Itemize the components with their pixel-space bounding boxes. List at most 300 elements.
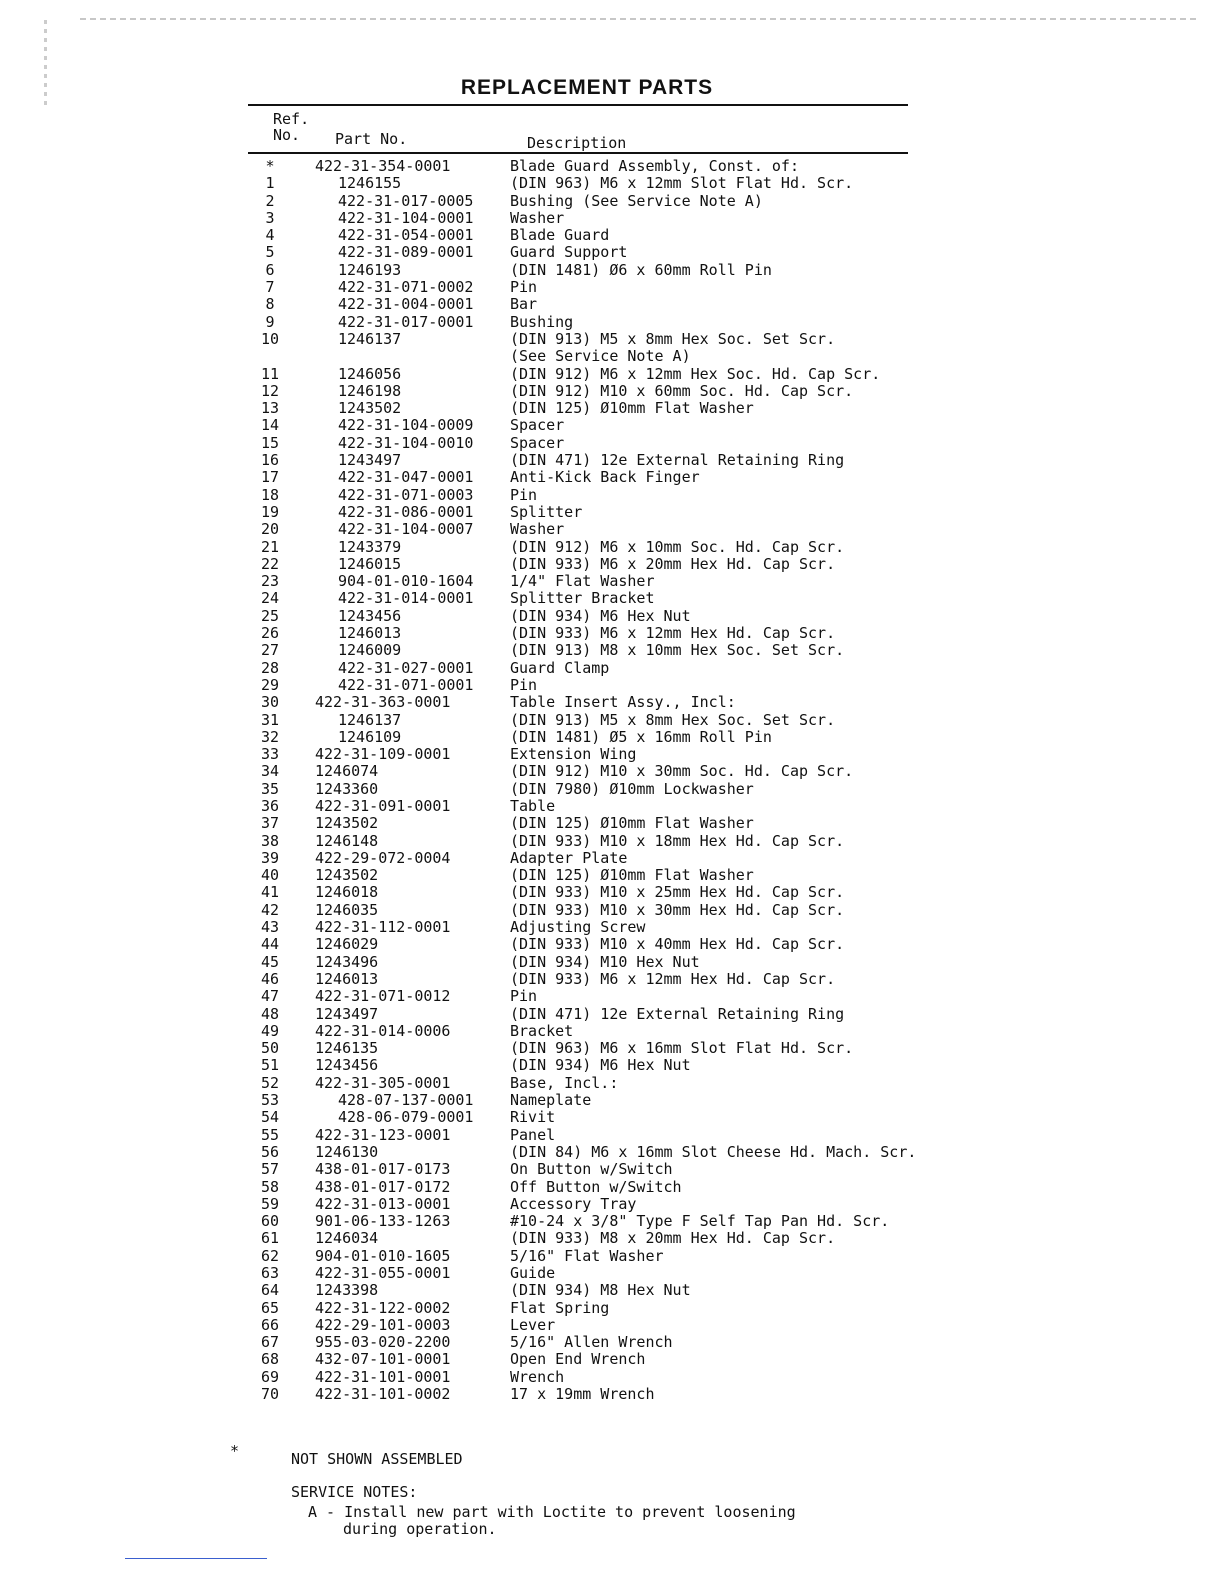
part-description: (DIN 934) M10 Hex Nut xyxy=(510,952,700,971)
parts-row xyxy=(0,469,1224,486)
ref-number: 19 xyxy=(260,502,280,521)
ref-number: 54 xyxy=(260,1108,280,1127)
parts-row xyxy=(0,279,1224,296)
header-part-no: Part No. xyxy=(335,130,408,148)
ref-number: 24 xyxy=(260,589,280,608)
header-top-rule xyxy=(248,104,908,106)
parts-row xyxy=(0,694,1224,711)
parts-row xyxy=(0,867,1224,884)
part-number: 432-07-101-0001 xyxy=(315,1350,451,1369)
part-number: 1243502 xyxy=(338,399,402,418)
part-description: Washer xyxy=(510,520,565,539)
ref-number: 3 xyxy=(265,208,275,227)
part-description: 5/16" Allen Wrench xyxy=(510,1333,673,1352)
parts-row xyxy=(0,1023,1224,1040)
part-description: On Button w/Switch xyxy=(510,1160,673,1179)
ref-number: 61 xyxy=(260,1229,280,1248)
parts-row xyxy=(0,1161,1224,1178)
part-number: 422-31-123-0001 xyxy=(315,1125,451,1144)
parts-row xyxy=(0,1092,1224,1109)
parts-row xyxy=(0,383,1224,400)
part-number: 1246148 xyxy=(315,831,379,850)
part-number: 1243398 xyxy=(315,1281,379,1300)
part-number: 1243456 xyxy=(338,606,402,625)
parts-row xyxy=(0,487,1224,504)
part-description: (DIN 913) M5 x 8mm Hex Soc. Set Scr. xyxy=(510,329,836,348)
part-description: Nameplate xyxy=(510,1091,592,1110)
part-number: 1243502 xyxy=(315,814,379,833)
parts-row xyxy=(0,746,1224,763)
part-number: 422-31-122-0002 xyxy=(315,1298,451,1317)
ref-number: 21 xyxy=(260,537,280,556)
parts-row xyxy=(0,954,1224,971)
ref-number: 15 xyxy=(260,433,280,452)
part-description: (DIN 933) M10 x 25mm Hex Hd. Cap Scr. xyxy=(510,883,845,902)
part-description: Splitter Bracket xyxy=(510,589,655,608)
parts-row xyxy=(0,729,1224,746)
ref-number: 14 xyxy=(260,416,280,435)
part-description: Anti-Kick Back Finger xyxy=(510,468,700,487)
part-number: 1246198 xyxy=(338,381,402,400)
ref-number: 5 xyxy=(265,243,275,262)
parts-row xyxy=(0,642,1224,659)
ref-number: 56 xyxy=(260,1142,280,1161)
ref-number: 25 xyxy=(260,606,280,625)
part-description: Guard Support xyxy=(510,243,628,262)
part-description: (DIN 933) M6 x 20mm Hex Hd. Cap Scr. xyxy=(510,554,836,573)
part-description: Accessory Tray xyxy=(510,1194,637,1213)
parts-row xyxy=(0,556,1224,573)
part-number: 1246009 xyxy=(338,641,402,660)
part-description: Base, Incl.: xyxy=(510,1073,619,1092)
parts-row xyxy=(0,262,1224,279)
parts-row xyxy=(0,1334,1224,1351)
part-number: 422-31-354-0001 xyxy=(315,157,451,175)
header-description: Description xyxy=(527,134,627,152)
part-description: Wrench xyxy=(510,1367,565,1386)
scan-artifact-bottom xyxy=(125,1558,267,1559)
part-description: Washer xyxy=(510,208,565,227)
parts-row xyxy=(0,902,1224,919)
part-number: 422-29-072-0004 xyxy=(315,848,451,867)
ref-number: 49 xyxy=(260,1021,280,1040)
part-number: 422-31-071-0001 xyxy=(338,675,474,694)
part-number: 422-31-017-0001 xyxy=(338,312,474,331)
part-number: 422-31-017-0005 xyxy=(338,191,474,210)
part-description: (DIN 912) M6 x 10mm Soc. Hd. Cap Scr. xyxy=(510,537,845,556)
ref-number: 35 xyxy=(260,779,280,798)
parts-row xyxy=(0,296,1224,313)
part-description: 5/16" Flat Washer xyxy=(510,1246,664,1265)
part-description: Bushing (See Service Note A) xyxy=(510,191,763,210)
ref-number: 42 xyxy=(260,900,280,919)
ref-number: 70 xyxy=(260,1385,280,1404)
part-description: Pin xyxy=(510,675,538,694)
ref-number: 48 xyxy=(260,1004,280,1023)
ref-number: 53 xyxy=(260,1091,280,1110)
part-number: 1246193 xyxy=(338,260,402,279)
ref-number: 67 xyxy=(260,1333,280,1352)
parts-row xyxy=(0,608,1224,625)
part-number: 1246056 xyxy=(338,364,402,383)
parts-row xyxy=(0,1075,1224,1092)
parts-row xyxy=(0,1351,1224,1368)
part-number: 1246109 xyxy=(338,727,402,746)
parts-row xyxy=(0,763,1224,780)
ref-number: 20 xyxy=(260,520,280,539)
ref-number: * xyxy=(265,157,275,175)
part-description: Pin xyxy=(510,987,538,1006)
ref-number: 47 xyxy=(260,987,280,1006)
ref-number: 41 xyxy=(260,883,280,902)
ref-number: 10 xyxy=(260,329,280,348)
ref-number: 8 xyxy=(265,295,275,314)
parts-row xyxy=(0,815,1224,832)
part-number: 422-31-071-0002 xyxy=(338,278,474,297)
ref-number: 64 xyxy=(260,1281,280,1300)
part-description: Splitter xyxy=(510,502,583,521)
part-description: (DIN 934) M8 Hex Nut xyxy=(510,1281,691,1300)
part-number: 422-31-071-0012 xyxy=(315,987,451,1006)
parts-row xyxy=(0,625,1224,642)
scan-artifact-line xyxy=(80,18,1200,20)
part-number: 1243502 xyxy=(315,866,379,885)
part-description: (DIN 7980) Ø10mm Lockwasher xyxy=(510,779,754,798)
parts-row xyxy=(0,314,1224,331)
parts-row xyxy=(0,936,1224,953)
part-number: 904-01-010-1604 xyxy=(338,572,474,591)
parts-row xyxy=(0,1300,1224,1317)
ref-number: 40 xyxy=(260,866,280,885)
part-description: (See Service Note A) xyxy=(510,347,691,366)
part-number: 904-01-010-1605 xyxy=(315,1246,451,1265)
part-number: 1246035 xyxy=(315,900,379,919)
part-number: 428-06-079-0001 xyxy=(338,1108,474,1127)
parts-row xyxy=(0,798,1224,815)
part-number: 422-31-363-0001 xyxy=(315,693,451,712)
parts-row xyxy=(0,504,1224,521)
service-note-a-line1: A - Install new part with Loctite to prevent loosening xyxy=(308,1503,796,1521)
parts-row xyxy=(0,1144,1224,1161)
parts-row xyxy=(0,539,1224,556)
ref-number: 4 xyxy=(265,226,275,245)
part-description: (DIN 913) M8 x 10mm Hex Soc. Set Scr. xyxy=(510,641,845,660)
part-number: 422-31-089-0001 xyxy=(338,243,474,262)
ref-number: 44 xyxy=(260,935,280,954)
part-number: 955-03-020-2200 xyxy=(315,1333,451,1352)
parts-row xyxy=(0,452,1224,469)
part-number: 1246034 xyxy=(315,1229,379,1248)
part-description: Guard Clamp xyxy=(510,658,610,677)
ref-number: 17 xyxy=(260,468,280,487)
part-number: 422-31-305-0001 xyxy=(315,1073,451,1092)
part-description: (DIN 933) M6 x 12mm Hex Hd. Cap Scr. xyxy=(510,624,836,643)
part-description: Blade Guard Assembly, Const. of: xyxy=(510,157,799,175)
parts-row xyxy=(0,175,1224,192)
part-number: 422-31-027-0001 xyxy=(338,658,474,677)
part-number: 422-31-055-0001 xyxy=(315,1264,451,1282)
part-description: (DIN 963) M6 x 12mm Slot Flat Hd. Scr. xyxy=(510,174,854,193)
parts-row xyxy=(0,1248,1224,1265)
part-description: Panel xyxy=(510,1125,556,1144)
part-description: Adjusting Screw xyxy=(510,918,646,937)
part-number: 422-31-101-0001 xyxy=(315,1367,451,1386)
ref-number: 2 xyxy=(265,191,275,210)
ref-number: 45 xyxy=(260,952,280,971)
parts-row xyxy=(0,1282,1224,1299)
part-number: 422-31-014-0006 xyxy=(315,1021,451,1040)
part-description: Bar xyxy=(510,295,538,314)
part-description: (DIN 913) M5 x 8mm Hex Soc. Set Scr. xyxy=(510,710,836,729)
part-number: 422-31-104-0001 xyxy=(338,208,474,227)
part-number: 1246018 xyxy=(315,883,379,902)
part-description: Table xyxy=(510,796,556,815)
part-number: 1243456 xyxy=(315,1056,379,1075)
parts-row xyxy=(0,1386,1224,1403)
part-number: 422-31-014-0001 xyxy=(338,589,474,608)
ref-number: 1 xyxy=(265,174,275,193)
part-number: 1246155 xyxy=(338,174,402,193)
part-number: 422-31-047-0001 xyxy=(338,468,474,487)
part-number: 422-31-013-0001 xyxy=(315,1194,451,1213)
parts-row xyxy=(0,435,1224,452)
parts-row xyxy=(0,1127,1224,1144)
parts-row xyxy=(0,331,1224,348)
ref-number: 16 xyxy=(260,451,280,470)
ref-number: 69 xyxy=(260,1367,280,1386)
footnote-text: NOT SHOWN ASSEMBLED xyxy=(291,1450,463,1468)
part-description: Flat Spring xyxy=(510,1298,610,1317)
part-number: 1243497 xyxy=(338,451,402,470)
ref-number: 51 xyxy=(260,1056,280,1075)
ref-number: 32 xyxy=(260,727,280,746)
service-note-a-line2: during operation. xyxy=(343,1520,497,1538)
ref-number: 28 xyxy=(260,658,280,677)
ref-number: 52 xyxy=(260,1073,280,1092)
ref-number: 66 xyxy=(260,1315,280,1334)
part-description: (DIN 933) M8 x 20mm Hex Hd. Cap Scr. xyxy=(510,1229,836,1248)
part-description: (DIN 912) M6 x 12mm Hex Soc. Hd. Cap Scr. xyxy=(510,364,881,383)
part-number: 1243497 xyxy=(315,1004,379,1023)
parts-row xyxy=(0,573,1224,590)
part-number: 422-31-112-0001 xyxy=(315,918,451,937)
parts-row xyxy=(0,1057,1224,1074)
part-description: Guide xyxy=(510,1264,556,1282)
part-description: Adapter Plate xyxy=(510,848,628,867)
part-description: Bushing xyxy=(510,312,574,331)
ref-number: 27 xyxy=(260,641,280,660)
part-description: (DIN 912) M10 x 30mm Soc. Hd. Cap Scr. xyxy=(510,762,854,781)
ref-number: 6 xyxy=(265,260,275,279)
part-description: (DIN 125) Ø10mm Flat Washer xyxy=(510,399,754,418)
parts-row xyxy=(0,1230,1224,1247)
parts-row xyxy=(0,660,1224,677)
part-number: 1246013 xyxy=(315,969,379,988)
part-number: 1243360 xyxy=(315,779,379,798)
parts-row xyxy=(0,348,1224,365)
ref-number: 13 xyxy=(260,399,280,418)
ref-number: 26 xyxy=(260,624,280,643)
part-number: 422-31-071-0003 xyxy=(338,485,474,504)
part-description: Pin xyxy=(510,278,538,297)
parts-row xyxy=(0,1109,1224,1126)
ref-number: 65 xyxy=(260,1298,280,1317)
part-number: 1246015 xyxy=(338,554,402,573)
part-number: 1246137 xyxy=(338,710,402,729)
part-number: 1246013 xyxy=(338,624,402,643)
parts-row xyxy=(0,193,1224,210)
ref-number: 38 xyxy=(260,831,280,850)
ref-number: 39 xyxy=(260,848,280,867)
ref-number: 68 xyxy=(260,1350,280,1369)
part-description: (DIN 933) M6 x 12mm Hex Hd. Cap Scr. xyxy=(510,969,836,988)
parts-row xyxy=(0,971,1224,988)
parts-row xyxy=(0,158,1224,175)
part-number: 428-07-137-0001 xyxy=(338,1091,474,1110)
ref-number: 7 xyxy=(265,278,275,297)
parts-row xyxy=(0,1213,1224,1230)
part-number: 1243496 xyxy=(315,952,379,971)
parts-row xyxy=(0,366,1224,383)
parts-row xyxy=(0,1317,1224,1334)
ref-number: 9 xyxy=(265,312,275,331)
parts-row xyxy=(0,1006,1224,1023)
part-number: 422-31-101-0002 xyxy=(315,1385,451,1404)
ref-number: 22 xyxy=(260,554,280,573)
ref-number: 63 xyxy=(260,1264,280,1282)
parts-row xyxy=(0,884,1224,901)
ref-number: 37 xyxy=(260,814,280,833)
part-description: (DIN 1481) Ø6 x 60mm Roll Pin xyxy=(510,260,772,279)
parts-row xyxy=(0,210,1224,227)
parts-row xyxy=(0,227,1224,244)
service-notes-heading: SERVICE NOTES: xyxy=(291,1483,418,1501)
ref-number: 11 xyxy=(260,364,280,383)
ref-number: 31 xyxy=(260,710,280,729)
ref-number: 60 xyxy=(260,1212,280,1231)
part-description: (DIN 963) M6 x 16mm Slot Flat Hd. Scr. xyxy=(510,1039,854,1058)
part-number: 1246029 xyxy=(315,935,379,954)
ref-number: 43 xyxy=(260,918,280,937)
parts-row xyxy=(0,677,1224,694)
parts-row xyxy=(0,988,1224,1005)
part-description: (DIN 125) Ø10mm Flat Washer xyxy=(510,814,754,833)
part-number: 422-31-054-0001 xyxy=(338,226,474,245)
header-no: No. xyxy=(273,126,301,144)
part-description: (DIN 934) M6 Hex Nut xyxy=(510,606,691,625)
part-description: (DIN 1481) Ø5 x 16mm Roll Pin xyxy=(510,727,772,746)
part-description: (DIN 84) M6 x 16mm Slot Cheese Hd. Mach. Scr. xyxy=(510,1142,917,1161)
part-description: Lever xyxy=(510,1315,556,1334)
part-description: 17 x 19mm Wrench xyxy=(510,1385,655,1404)
part-number: 422-31-091-0001 xyxy=(315,796,451,815)
part-number: 1246074 xyxy=(315,762,379,781)
ref-number: 29 xyxy=(260,675,280,694)
part-number: 422-31-104-0010 xyxy=(338,433,474,452)
part-description: (DIN 125) Ø10mm Flat Washer xyxy=(510,866,754,885)
part-number: 438-01-017-0172 xyxy=(315,1177,451,1196)
part-number: 1246137 xyxy=(338,329,402,348)
ref-number: 62 xyxy=(260,1246,280,1265)
ref-number: 36 xyxy=(260,796,280,815)
parts-list xyxy=(0,158,1224,1403)
ref-number: 58 xyxy=(260,1177,280,1196)
part-description: Extension Wing xyxy=(510,745,637,764)
ref-number: 12 xyxy=(260,381,280,400)
part-number: 438-01-017-0173 xyxy=(315,1160,451,1179)
part-description: Table Insert Assy., Incl: xyxy=(510,693,736,712)
part-number: 1246135 xyxy=(315,1039,379,1058)
ref-number: 55 xyxy=(260,1125,280,1144)
part-number: 422-31-104-0007 xyxy=(338,520,474,539)
part-description: (DIN 933) M10 x 18mm Hex Hd. Cap Scr. xyxy=(510,831,845,850)
parts-row xyxy=(0,1265,1224,1282)
part-description: (DIN 471) 12e External Retaining Ring xyxy=(510,451,845,470)
parts-row xyxy=(0,244,1224,261)
part-description: 1/4" Flat Washer xyxy=(510,572,655,591)
ref-number: 59 xyxy=(260,1194,280,1213)
header-bottom-rule xyxy=(248,152,908,154)
part-description: (DIN 912) M10 x 60mm Soc. Hd. Cap Scr. xyxy=(510,381,854,400)
parts-row xyxy=(0,1196,1224,1213)
header-ref: Ref. xyxy=(273,110,310,128)
ref-number: 23 xyxy=(260,572,280,591)
parts-row xyxy=(0,781,1224,798)
part-description: #10-24 x 3/8" Type F Self Tap Pan Hd. Scr. xyxy=(510,1212,890,1231)
part-description: Rivit xyxy=(510,1108,556,1127)
parts-row xyxy=(0,919,1224,936)
parts-row xyxy=(0,417,1224,434)
ref-number: 50 xyxy=(260,1039,280,1058)
part-description: Pin xyxy=(510,485,538,504)
page-title: REPLACEMENT PARTS xyxy=(460,76,714,99)
part-description: Spacer xyxy=(510,416,565,435)
part-number: 1243379 xyxy=(338,537,402,556)
ref-number: 34 xyxy=(260,762,280,781)
part-description: (DIN 471) 12e External Retaining Ring xyxy=(510,1004,845,1023)
part-number: 1246130 xyxy=(315,1142,379,1161)
parts-row xyxy=(0,521,1224,538)
part-description: (DIN 933) M10 x 30mm Hex Hd. Cap Scr. xyxy=(510,900,845,919)
parts-row xyxy=(0,400,1224,417)
part-description: Bracket xyxy=(510,1021,574,1040)
ref-number: 57 xyxy=(260,1160,280,1179)
part-number: 901-06-133-1263 xyxy=(315,1212,451,1231)
part-description: Open End Wrench xyxy=(510,1350,646,1369)
parts-row xyxy=(0,850,1224,867)
part-description: Off Button w/Switch xyxy=(510,1177,682,1196)
parts-row xyxy=(0,1179,1224,1196)
part-description: Spacer xyxy=(510,433,565,452)
ref-number: 18 xyxy=(260,485,280,504)
parts-row xyxy=(0,1369,1224,1386)
ref-number: 33 xyxy=(260,745,280,764)
part-number: 422-31-104-0009 xyxy=(338,416,474,435)
parts-row xyxy=(0,833,1224,850)
part-number: 422-29-101-0003 xyxy=(315,1315,451,1334)
part-number: 422-31-004-0001 xyxy=(338,295,474,314)
ref-number: 46 xyxy=(260,969,280,988)
part-number: 422-31-086-0001 xyxy=(338,502,474,521)
parts-row xyxy=(0,1040,1224,1057)
part-description: (DIN 933) M10 x 40mm Hex Hd. Cap Scr. xyxy=(510,935,845,954)
part-description: Blade Guard xyxy=(510,226,610,245)
part-description: (DIN 934) M6 Hex Nut xyxy=(510,1056,691,1075)
footnote-symbol: * xyxy=(230,1442,240,1460)
parts-row xyxy=(0,712,1224,729)
part-number: 422-31-109-0001 xyxy=(315,745,451,764)
ref-number: 30 xyxy=(260,693,280,712)
